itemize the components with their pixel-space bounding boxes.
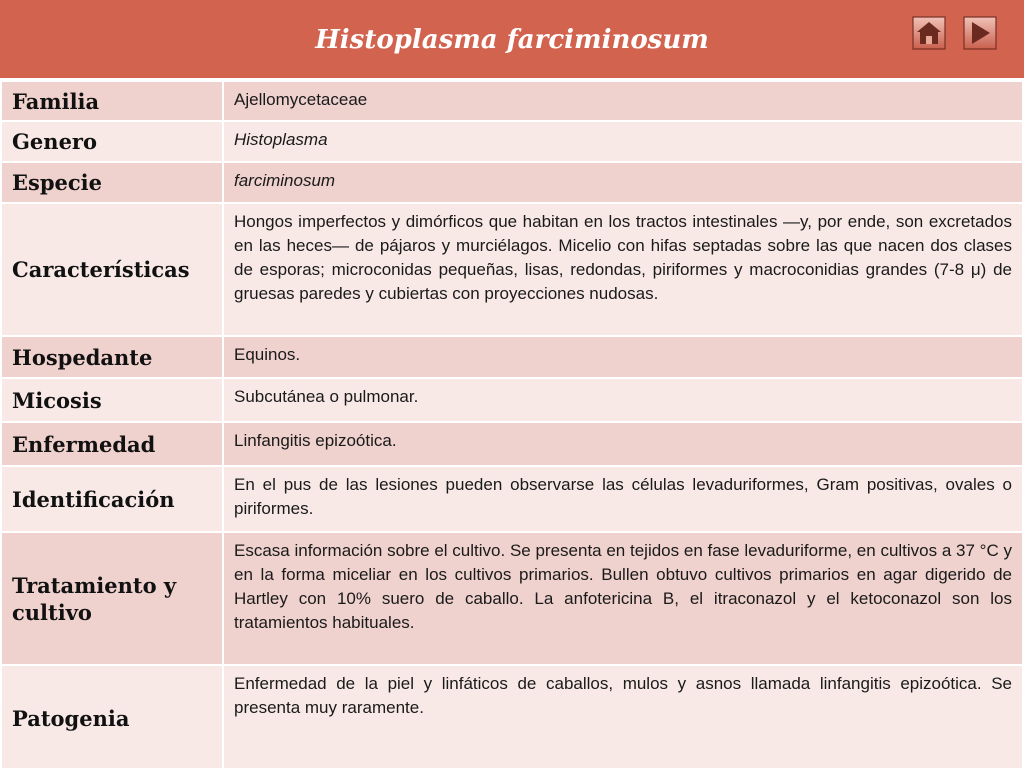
row-label: Identificación [1, 466, 223, 532]
row-label: Familia [1, 81, 223, 121]
row-label: Características [1, 203, 223, 336]
row-value: En el pus de las lesiones pueden observarse las células levaduriformes, Gram positivas, ovales o piriformes. [223, 466, 1023, 532]
home-icon[interactable] [912, 16, 946, 50]
table-row [1, 422, 1023, 466]
table-row [1, 665, 1023, 768]
row-label: Genero [1, 121, 223, 162]
table-row [1, 81, 1023, 121]
play-next-icon[interactable] [963, 16, 997, 50]
row-label: Patogenia [1, 665, 223, 768]
page-title: Histoplasma farciminosum [315, 25, 709, 55]
info-table [0, 80, 1024, 768]
row-value: Equinos. [223, 336, 1023, 378]
row-label: Micosis [1, 378, 223, 422]
row-label: Tratamiento y cultivo [1, 532, 223, 665]
table-row [1, 532, 1023, 665]
row-value: Subcutánea o pulmonar. [223, 378, 1023, 422]
table-row [1, 121, 1023, 162]
table-row [1, 336, 1023, 378]
row-value: Linfangitis epizoótica. [223, 422, 1023, 466]
row-value: Ajellomycetaceae [223, 81, 1023, 121]
row-value: Enfermedad de la piel y linfáticos de caballos, mulos y asnos llamada linfangitis epizoótica. Se presenta muy raramente. [223, 665, 1023, 768]
row-label: Hospedante [1, 336, 223, 378]
table-row [1, 466, 1023, 532]
row-value: Hongos imperfectos y dimórficos que habitan en los tractos intestinales —y, por ende, son excretados en las heces— de pájaros y murciélagos. Micelio con hifas septadas sobre las que nacen dos clases de esporas; microconidas pequeñas, lisas, redondas, piriformes y macroconidias grandes (7-8 μ) de gruesas paredes y cubiertas con proyecciones nudosas. [223, 203, 1023, 336]
table-row [1, 378, 1023, 422]
row-value: farciminosum [223, 162, 1023, 203]
row-value: Histoplasma [223, 121, 1023, 162]
row-label: Especie [1, 162, 223, 203]
row-value: Escasa información sobre el cultivo. Se presenta en tejidos en fase levaduriforme, en cultivos a 37 °C y en la forma miceliar en los cultivos primarios. Bullen obtuvo cultivos primarios en agar digerido de Hartley con 10% suero de caballo. La anfotericina B, el itraconazol y el ketoconazol son los tratamientos habituales. [223, 532, 1023, 665]
row-label: Enfermedad [1, 422, 223, 466]
table-row [1, 162, 1023, 203]
table-row [1, 203, 1023, 336]
title-bar [0, 0, 1024, 80]
